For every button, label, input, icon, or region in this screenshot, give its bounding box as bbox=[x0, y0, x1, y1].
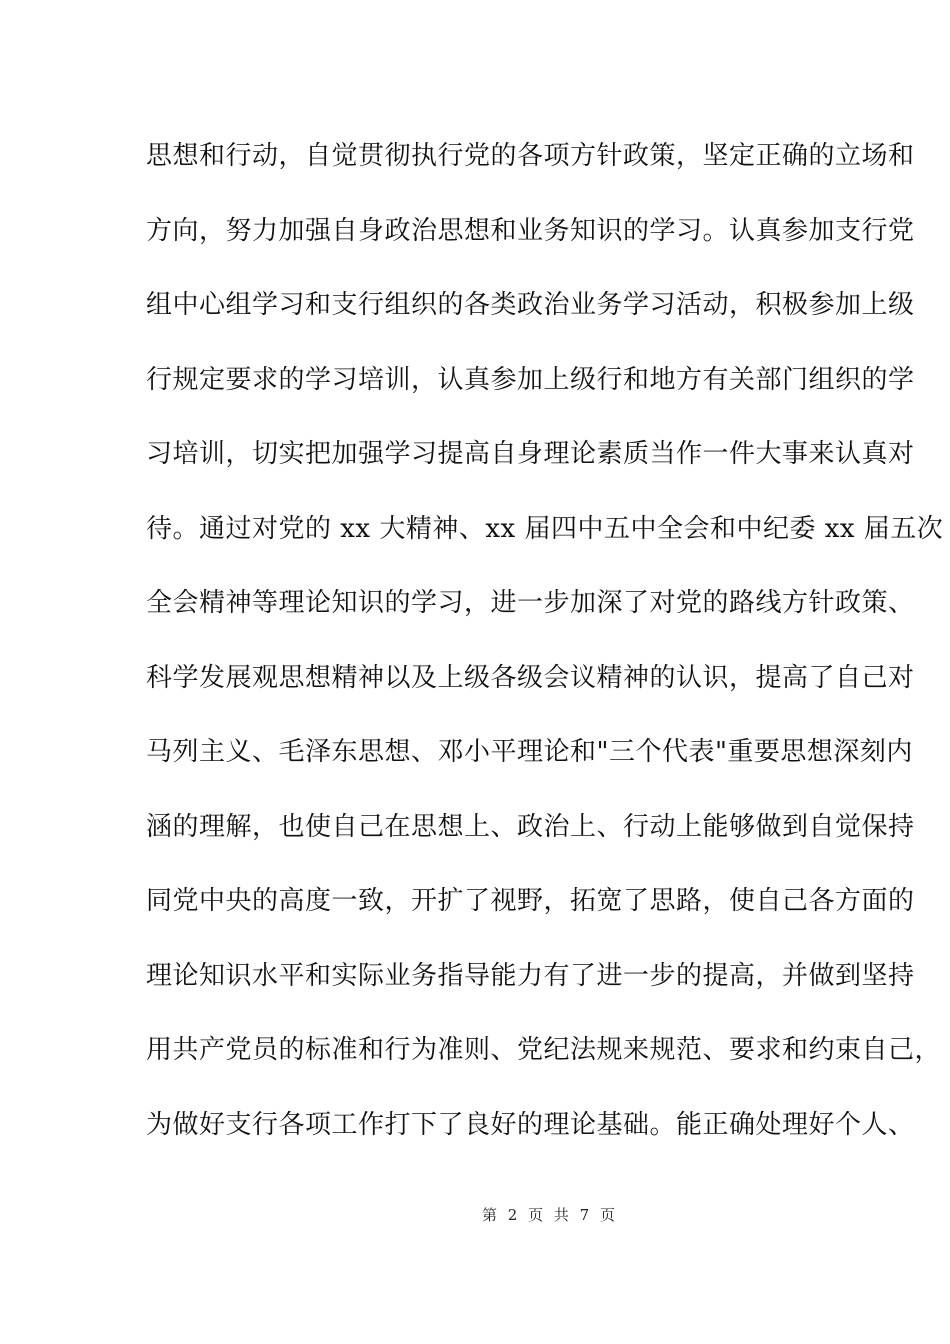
text-line-1: 思想和行动，自觉贯彻执行党的各项方针政策，坚定正确的立场和 bbox=[146, 141, 915, 171]
text-line-11: 同党中央的高度一致，开扩了视野，拓宽了思路，使自己各方面的 bbox=[146, 886, 915, 916]
text-line-2: 方向，努力加强自身政治思想和业务知识的学习。认真参加支行党 bbox=[146, 215, 915, 246]
body-text bbox=[146, 134, 944, 1177]
text-line-14: 为做好支行各项工作打下了良好的理论基础。能正确处理好个人、 bbox=[146, 1109, 915, 1140]
text-line-13: 用共产党员的标准和行为准则、党纪法规来规范、要求和约束自己， bbox=[146, 1035, 942, 1065]
text-line-7: 全会精神等理论知识的学习，进一步加深了对党的路线方针政策、 bbox=[146, 588, 915, 618]
page-number: 第 2 页 共 7 页 bbox=[482, 1206, 618, 1224]
text-line-12: 理论知识水平和实际业务指导能力有了进一步的提高，并做到坚持 bbox=[146, 960, 915, 991]
text-line-6: 待。通过对党的 xx 大精神、xx 届四中五中全会和中纪委 xx 届五次 bbox=[146, 513, 944, 544]
text-line-8: 科学发展观思想精神以及上级各级会议精神的认识，提高了自己对 bbox=[146, 662, 915, 693]
text-line-4: 行规定要求的学习培训，认真参加上级行和地方有关部门组织的学 bbox=[146, 364, 915, 395]
text-line-10: 涵的理解，也使自己在思想上、政治上、行动上能够做到自觉保持 bbox=[146, 811, 915, 842]
text-line-3: 组中心组学习和支行组织的各类政治业务学习活动，积极参加上级 bbox=[146, 290, 915, 320]
text-line-5: 习培训，切实把加强学习提高自身理论素质当作一件大事来认真对 bbox=[146, 439, 915, 469]
page-footer bbox=[0, 1204, 950, 1225]
text-line-9: 马列主义、毛泽东思想、邓小平理论和"三个代表"重要思想深刻内 bbox=[146, 737, 913, 767]
